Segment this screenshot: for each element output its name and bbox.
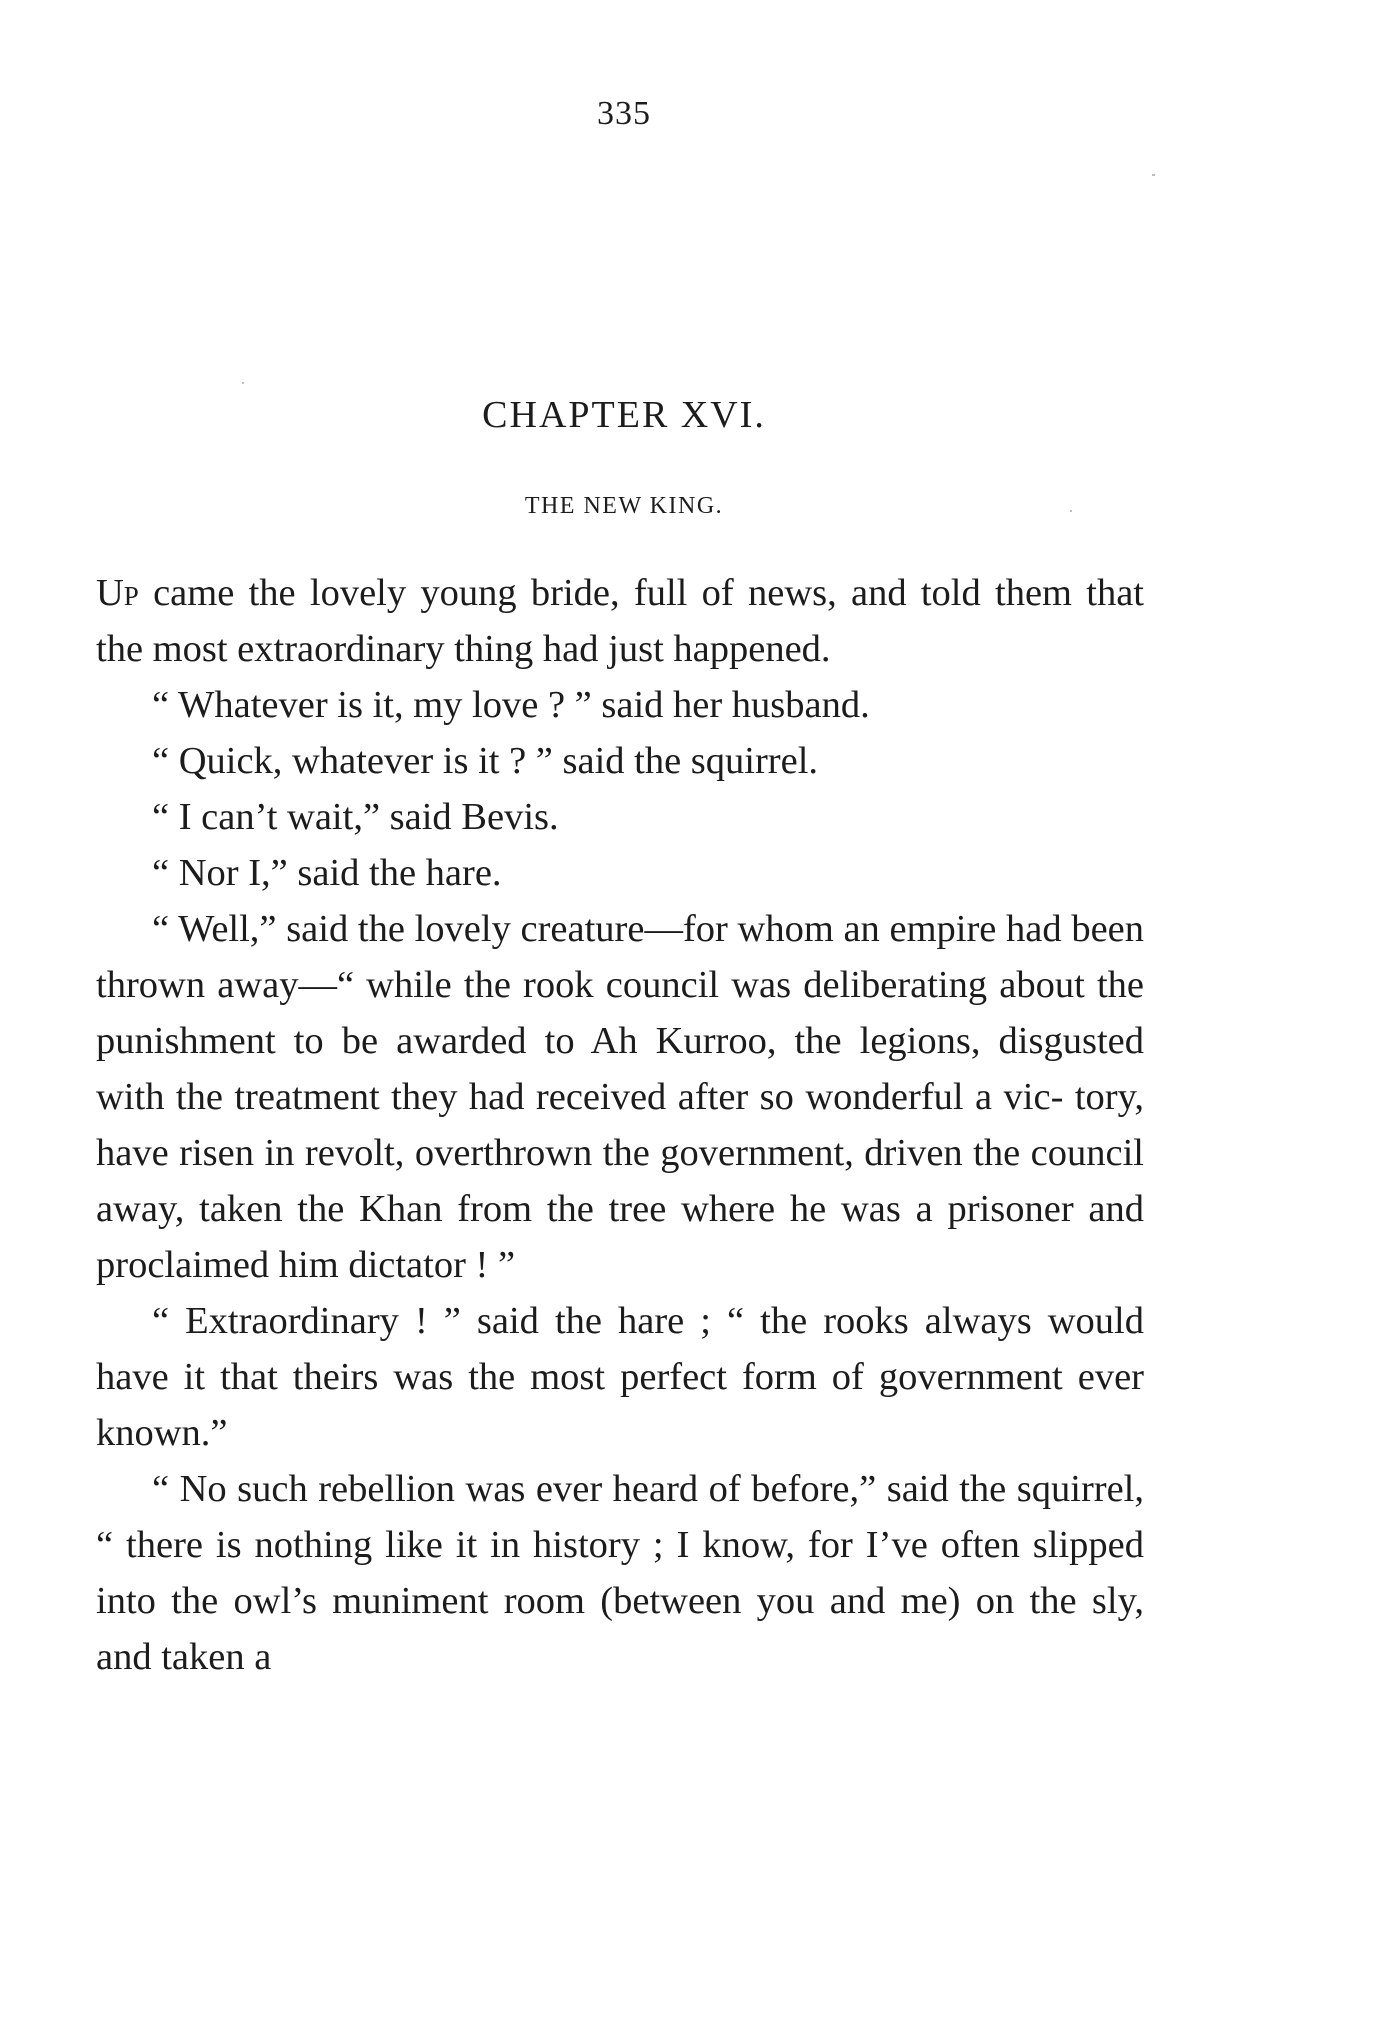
chapter-title: CHAPTER XVI. <box>482 394 766 436</box>
paragraph-opening-text: came the lovely young bride, full of news, and told them that the most extraordinary thing had just happened. <box>96 572 1144 670</box>
paragraph: “ Extraordinary ! ” said the hare ; “ the rooks always would have it that theirs was the most perfect form of government ever known.” <box>96 1300 1144 1454</box>
scan-speck <box>1152 174 1155 176</box>
opening-word: Up <box>96 572 139 614</box>
paragraph: “ Well,” said the lovely creature—for whom an empire had been thrown away—“ while the rook council was deliberating about the punishment to be awarded to Ah Kurroo, the legions, disgusted with the treatment they had received after so wonderful a vic- tory, have risen in revolt, overthrown the government, driven the council away, taken the Khan from the tree where he was a prisoner and proclaimed him dictator ! ” <box>96 908 1144 1286</box>
paragraph: “ Quick, whatever is it ? ” said the squirrel. <box>152 740 819 782</box>
scan-speck <box>242 382 244 384</box>
paragraph: “ I can’t wait,” said Bevis. <box>152 796 559 838</box>
paragraph: “ Whatever is it, my love ? ” said her husband. <box>152 684 870 726</box>
paragraph: “ Nor I,” said the hare. <box>152 852 502 894</box>
paragraph-opening <box>96 565 1144 677</box>
chapter-subtitle: THE NEW KING. <box>524 493 724 519</box>
paragraph: “ No such rebellion was ever heard of before,” said the squirrel, “ there is nothing like it in history ; I know, for I’ve often slipped into the owl’s muniment room (between you and me) on the sly, and taken a <box>96 1468 1144 1678</box>
scan-speck <box>1070 510 1072 512</box>
page-number: 335 <box>597 95 651 132</box>
chapter-body <box>96 565 1144 1685</box>
